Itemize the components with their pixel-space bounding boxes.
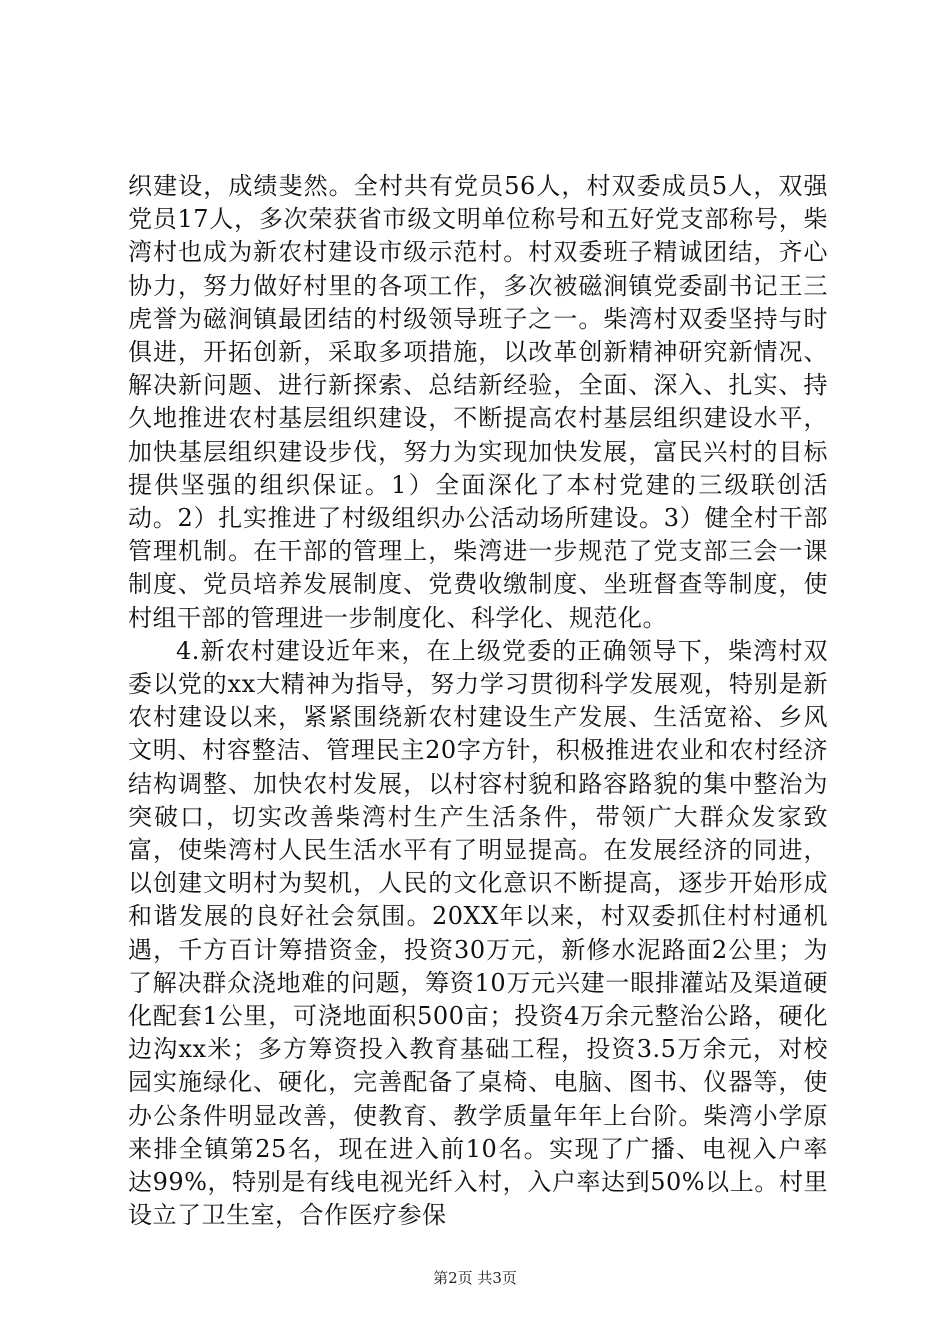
document-body — [128, 170, 828, 1233]
paragraph-1: 织建设，成绩斐然。全村共有党员56人，村双委成员5人，双强党员17人，多次荣获省市级文明单位称号和五好党支部称号，柴湾村也成为新农村建设市级示范村。村双委班子精诚团结，齐心协力，努力做好村里的各项工作，多次被磁涧镇党委副书记王三虎誉为磁涧镇最团结的村级领导班子之一。柴湾村双委坚持与时俱进，开拓创新，采取多项措施，以改革创新精神研究新情况、解决新问题、进行新探索、总结新经验，全面、深入、扎实、持久地推进农村基层组织建设，不断提高农村基层组织建设水平，加快基层组织建设步伐，努力为实现加快发展，富民兴村的目标提供坚强的组织保证。1）全面深化了本村党建的三级联创活动。2）扎实推进了村级组织办公活动场所建设。3）健全村干部管理机制。在干部的管理上，柴湾进一步规范了党支部三会一课制度、党员培养发展制度、党费收缴制度、坐班督查等制度，使村组干部的管理进一步制度化、科学化、规范化。 — [128, 172, 828, 632]
page-total: 共3页 — [477, 1269, 517, 1287]
page-footer — [0, 1268, 950, 1288]
paragraph-2: 4.新农村建设近年来，在上级党委的正确领导下，柴湾村双委以党的xx大精神为指导，努力学习贯彻科学发展观，特别是新农村建设以来，紧紧围绕新农村建设生产发展、生活宽裕、乡风文明、村容整洁、管理民主20字方针，积极推进农业和农村经济结构调整、加快农村发展，以村容村貌和路容路貌的集中整治为突破口，切实改善柴湾村生产生活条件，带领广大群众发家致富，使柴湾村人民生活水平有了明显提高。在发展经济的同进，以创建文明村为契机，人民的文化意识不断提高，逐步开始形成和谐发展的良好社会氛围。20XX年以来，村双委抓住村村通机遇，千方百计筹措资金，投资30万元，新修水泥路面2公里；为了解决群众浇地难的问题，筹资10万元兴建一眼排灌站及渠道硬化配套1公里，可浇地面积500亩；投资4万余元整治公路，硬化边沟xx米；多方筹资投入教育基础工程，投资3.5万余元，对校园实施绿化、硬化，完善配备了桌椅、电脑、图书、仪器等，使办公条件明显改善，使教育、教学质量年年上台阶。柴湾小学原来排全镇第25名，现在进入前10名。实现了广播、电视入户率达99%，特别是有线电视光纤入村，入户率达到50%以上。村里设立了卫生室，合作医疗参保 — [128, 636, 828, 1230]
page-number: 第2页 — [433, 1269, 473, 1287]
